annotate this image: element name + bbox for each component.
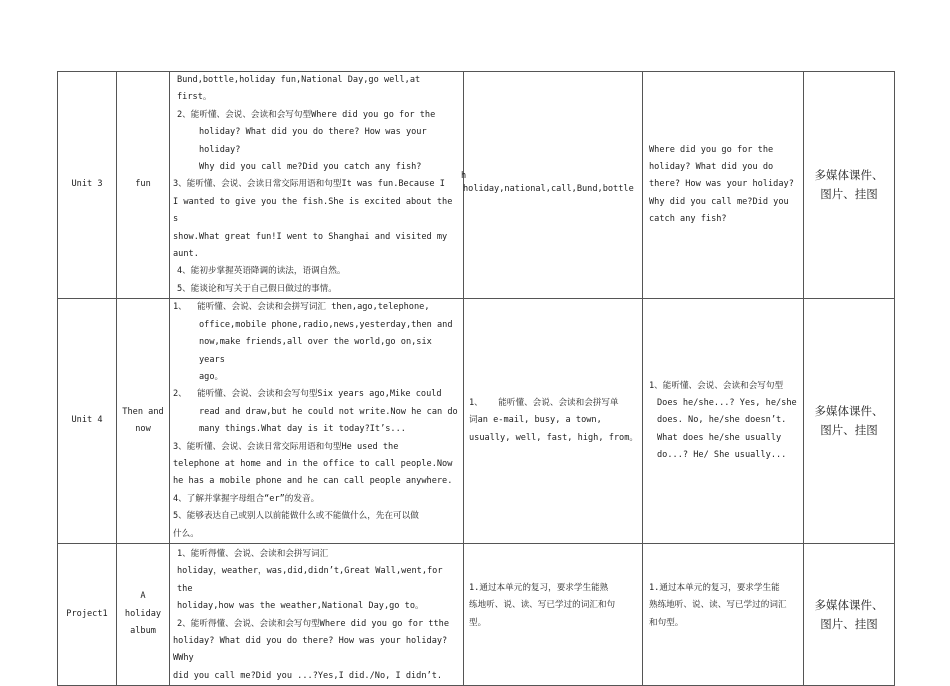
aims-line: 5、能够表达自己或别人以前能做什么或不能做什么，先在可以做 xyxy=(173,511,419,522)
aims-line: holiday? What did you do there? How was your holiday? WWhy xyxy=(173,636,453,664)
sentences-cell xyxy=(643,543,804,685)
aims-line: holiday? What did you do there? How was your holiday? xyxy=(199,127,432,155)
sentence-line: 1.通过本单元的复习，要求学生能 xyxy=(649,582,780,593)
aims-line: aunt. xyxy=(173,249,199,260)
aims-line: telephone at home and in the office to call people.Now xyxy=(173,458,453,469)
aims-line: 4、能初步掌握英语降调的读法，语调自然。 xyxy=(177,266,346,277)
topic-line: A xyxy=(140,591,146,602)
lesson-plan-table xyxy=(57,71,895,686)
vocab-line: 1、 能听懂、会说、会读和会拼写单 xyxy=(469,398,619,409)
media-line: 图片、挂图 xyxy=(820,187,878,202)
topic-cell xyxy=(117,72,170,299)
aims-line: show.What great fun!I went to Shanghai and visited my xyxy=(173,231,448,242)
unit-cell xyxy=(58,72,117,299)
sentence-line: does. No, he/she doesn’t. xyxy=(657,415,787,426)
media-cell xyxy=(804,72,895,299)
sentence-line: catch any fish? xyxy=(649,214,727,225)
media-line: 多媒体课件、 xyxy=(814,404,884,419)
aims-line: holiday，weather，was,did,didn’t,Great Wall,went,for the xyxy=(177,566,448,594)
table-row xyxy=(58,543,895,685)
vocab-cell xyxy=(464,299,643,544)
aims-line: read and draw,but he could not write.Now he can do xyxy=(199,406,458,417)
aims-cell xyxy=(170,543,464,685)
aims-cell xyxy=(170,72,464,299)
unit-cell xyxy=(58,299,117,544)
table-row xyxy=(58,72,895,299)
vocab-cell xyxy=(461,72,643,299)
media-line: 多媒体课件、 xyxy=(814,168,884,183)
vocab-line: h xyxy=(461,171,467,182)
aims-line: 3、能听懂、会说、会读日常交际用语和句型It was fun.Because I xyxy=(173,179,445,190)
sentence-line: 1、能听懂、会说、会读和会写句型 xyxy=(649,380,784,391)
media-line: 多媒体课件、 xyxy=(814,597,884,612)
table-row xyxy=(58,299,895,544)
aims-line: 什么。 xyxy=(173,528,199,539)
aims-line: he has a mobile phone and he can call people anywhere. xyxy=(173,476,453,487)
sentence-line: 熟练地听、说、读、写已学过的词汇 xyxy=(649,600,787,611)
vocab-cell xyxy=(464,543,643,685)
unit-label: Project1 xyxy=(66,608,108,619)
topic-line: holiday xyxy=(124,608,162,619)
aims-line: ago。 xyxy=(199,371,224,382)
vocab-line: usually, well, fast, high, from。 xyxy=(469,432,638,443)
unit-cell xyxy=(58,543,117,685)
vocab-line: holiday,national,call,Bund,bottle xyxy=(463,184,634,195)
sentence-line: Why did you call me?Did you xyxy=(649,196,789,207)
aims-line: 1、 能听懂、会说、会读和会拼写词汇 then,ago,telephone, xyxy=(173,302,430,313)
aims-line: 1、能听得懂、会说、会读和会拼写词汇 xyxy=(177,548,329,559)
aims-line: office,mobile phone,radio,news,yesterday,then and xyxy=(199,319,453,330)
unit-label: Unit 3 xyxy=(71,179,103,190)
aims-line: many things.What day is it today?It’s... xyxy=(199,424,406,435)
aims-line: did you call me?Did you ...?Yes,I did./No, I didn’t. xyxy=(173,670,443,681)
aims-line: 2、能听懂、会说、会读和会写句型Where did you go for the xyxy=(177,109,436,120)
media-line: 图片、挂图 xyxy=(820,423,878,438)
media-cell xyxy=(804,299,895,544)
sentence-line: Does he/she...? Yes, he/she xyxy=(657,398,797,409)
aims-line: 3、能听懂、会说、会读日常交际用语和句型He used the xyxy=(173,441,399,452)
vocab-line: 型。 xyxy=(469,617,487,628)
sentence-line: there? How was your holiday? xyxy=(649,179,794,190)
vocab-line: 词an e-mail, busy, a town, xyxy=(469,415,602,426)
aims-line: now,make friends,all over the world,go on,six years xyxy=(199,337,438,365)
aims-line: 2、能听得懂、会说、会读和会写句型Where did you go for tthe xyxy=(177,618,450,629)
sentence-line: do...? He/ She usually... xyxy=(657,450,787,461)
sentence-line: What does he/she usually xyxy=(657,432,782,443)
sentences-cell xyxy=(643,72,804,299)
aims-line: Why did you call me?Did you catch any fish? xyxy=(199,162,422,173)
topic-cell xyxy=(117,543,170,685)
topic-line: album xyxy=(130,626,156,637)
unit-label: Unit 4 xyxy=(71,415,103,426)
media-line: 图片、挂图 xyxy=(820,616,878,631)
topic-line: Then and xyxy=(122,406,164,417)
vocab-line: 1.通过本单元的复习，要求学生能熟 xyxy=(469,582,609,593)
topic-cell xyxy=(117,299,170,544)
sentence-line: Where did you go for the xyxy=(649,144,774,155)
aims-line: 2、 能听懂、会说、会读和会写句型Six years ago,Mike could xyxy=(173,389,442,400)
aims-cell xyxy=(170,299,464,544)
aims-line: Bund,bottle,holiday fun,National Day,go well,at first。 xyxy=(177,75,426,103)
topic-line: fun xyxy=(135,179,151,190)
aims-line: holiday,how was the weather,National Day,go to。 xyxy=(177,601,424,612)
aims-line: 4、了解并掌握字母组合“er”的发音。 xyxy=(173,493,320,504)
sentence-line: holiday? What did you do xyxy=(649,162,774,173)
sentences-cell xyxy=(643,299,804,544)
topic-line: now xyxy=(135,424,151,435)
aims-line: I wanted to give you the fish.She is excited about the s xyxy=(173,196,463,225)
aims-line: 5、能谈论和写关于自己假日做过的事情。 xyxy=(177,283,337,294)
media-cell xyxy=(804,543,895,685)
sentence-line: 和句型。 xyxy=(649,617,684,628)
vocab-line: 练地听、说、读、写已学过的词汇和句 xyxy=(469,600,616,611)
